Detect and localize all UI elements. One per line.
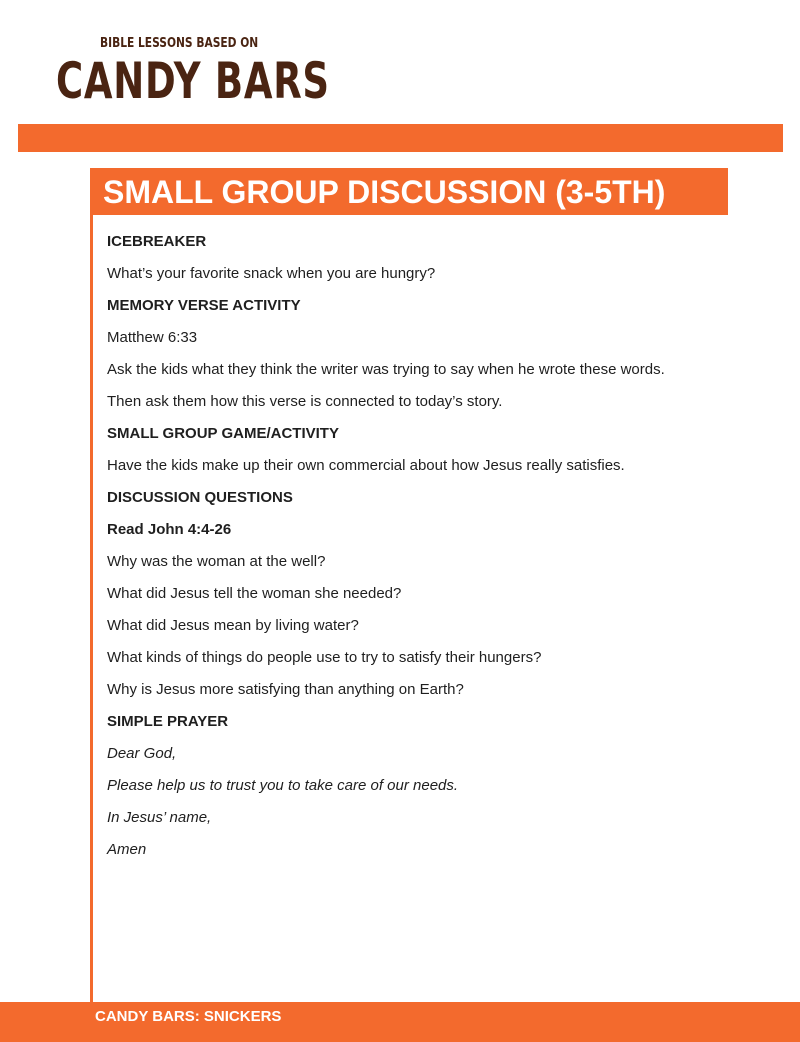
section-heading: Read John 4:4-26 — [107, 521, 232, 538]
body-line: Have the kids make up their own commercial about how Jesus really satisfies. — [107, 457, 625, 474]
footer-bar — [0, 1002, 800, 1042]
body-line: Why is Jesus more satisfying than anything on Earth? — [107, 681, 464, 698]
body-line: Ask the kids what they think the writer was trying to say when he wrote these words. — [107, 361, 665, 378]
body-line: What did Jesus mean by living water? — [107, 617, 359, 634]
left-accent-rule — [90, 170, 93, 1010]
header-accent-bar — [18, 124, 783, 152]
section-heading: SMALL GROUP GAME/ACTIVITY — [107, 425, 339, 442]
footer-label: CANDY BARS: SNICKERS — [95, 1008, 282, 1025]
section-heading: MEMORY VERSE ACTIVITY — [107, 297, 301, 314]
prayer-line: Amen — [107, 841, 147, 858]
body-line: Matthew 6:33 — [107, 329, 198, 346]
prayer-line: Please help us to trust you to take care of our needs. — [107, 777, 459, 794]
section-title: SMALL GROUP DISCUSSION (3-5TH) — [90, 168, 728, 215]
logo-subtitle: BIBLE LESSONS BASED ON — [100, 36, 259, 51]
body-line: Then ask them how this verse is connected to today’s story. — [107, 393, 503, 410]
body-line: Why was the woman at the well? — [107, 553, 326, 570]
prayer-line: In Jesus’ name, — [107, 809, 212, 826]
section-heading: ICEBREAKER — [107, 233, 207, 250]
body-line: What did Jesus tell the woman she needed? — [107, 585, 402, 602]
body-line: What kinds of things do people use to try to satisfy their hungers? — [107, 649, 542, 666]
prayer-line: Dear God, — [107, 745, 177, 762]
lesson-content — [107, 226, 767, 866]
section-heading: DISCUSSION QUESTIONS — [107, 489, 293, 506]
logo-title: CANDY BARS — [56, 52, 330, 110]
section-heading: SIMPLE PRAYER — [107, 713, 229, 730]
body-line: What’s your favorite snack when you are hungry? — [107, 265, 436, 282]
